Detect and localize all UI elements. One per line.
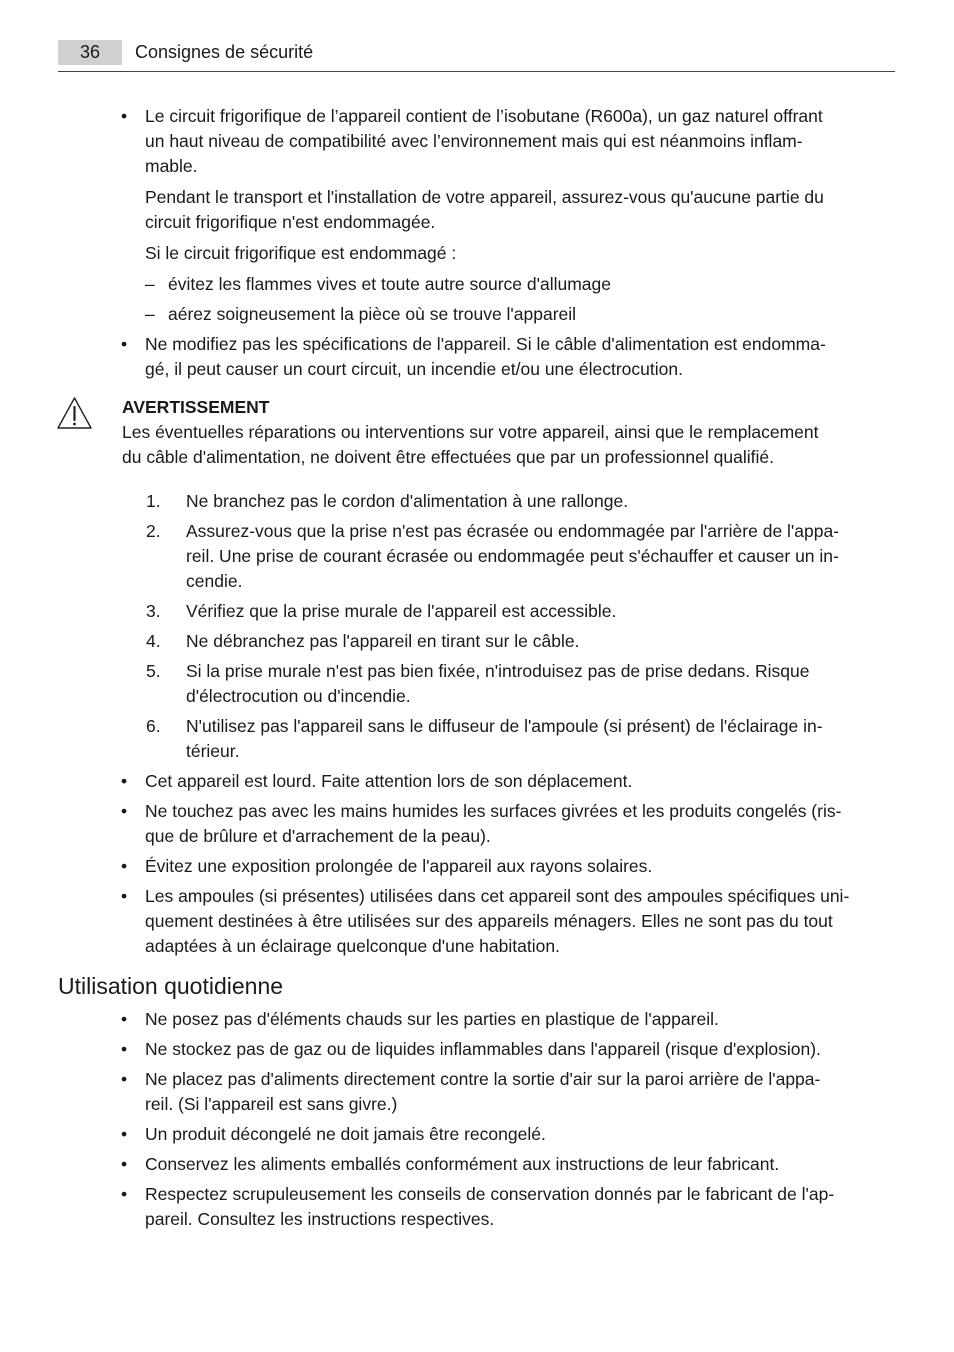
bullet-text-line: Ne touchez pas avec les mains humides les surfaces givrées et les produits congelés (ris- [145, 801, 842, 821]
numbered-text-line: cendie. [186, 571, 243, 591]
bullet-marker: • [121, 1069, 128, 1089]
numbered-text-line: Ne branchez pas le cordon d'alimentation à une rallonge. [186, 491, 629, 511]
bullet-text-line: Évitez une exposition prolongée de l'appareil aux rayons solaires. [145, 856, 653, 876]
bullet-text-line: Ne placez pas d'aliments directement contre la sortie d'air sur la paroi arrière de l'appa- [145, 1069, 821, 1089]
numbered-marker: 2. [146, 521, 161, 541]
bullet-marker: • [121, 856, 128, 876]
numbered-marker: 5. [146, 661, 161, 681]
section-heading-daily-use: Utilisation quotidienne [58, 973, 284, 999]
bullet-text-line: adaptées à un éclairage quelconque d'une habitation. [145, 936, 560, 956]
bullet-text-line: mable. [145, 156, 198, 176]
numbered-text-line: térieur. [186, 741, 240, 761]
dash-marker: – [145, 304, 155, 324]
paragraph-line: circuit frigorifique n'est endommagée. [145, 212, 436, 232]
warning-text-line: Les éventuelles réparations ou interventions sur votre appareil, ainsi que le remplacement [122, 422, 819, 442]
bullet-marker: • [121, 334, 128, 354]
numbered-text-line: N'utilisez pas l'appareil sans le diffuseur de l'ampoule (si présent) de l'éclairage in- [186, 716, 823, 736]
numbered-text-line: reil. Une prise de courant écrasée ou endommagée peut s'échauffer et causer un in- [186, 546, 839, 566]
numbered-text-line: Assurez-vous que la prise n'est pas écrasée ou endommagée par l'arrière de l'appa- [186, 521, 840, 541]
bullet-marker: • [121, 801, 128, 821]
bullet-text-line: pareil. Consultez les instructions respectives. [145, 1209, 495, 1229]
bullet-marker: • [121, 886, 128, 906]
dash-item-text: évitez les flammes vives et toute autre source d'allumage [168, 274, 611, 294]
numbered-marker: 4. [146, 631, 161, 651]
dash-item-text: aérez soigneusement la pièce où se trouve l'appareil [168, 304, 577, 324]
bullet-text-line: un haut niveau de compatibilité avec l’environnement mais qui est néanmoins inflam- [145, 131, 803, 151]
bullet-text-line: que de brûlure et d'arrachement de la peau). [145, 826, 491, 846]
warning-title: AVERTISSEMENT [122, 397, 270, 417]
numbered-marker: 6. [146, 716, 161, 736]
paragraph-line: Pendant le transport et l'installation de votre appareil, assurez-vous qu'aucune partie du [145, 187, 824, 207]
numbered-marker: 3. [146, 601, 161, 621]
warning-text-line: du câble d'alimentation, ne doivent être effectuées que par un professionnel qualifié. [122, 447, 774, 467]
numbered-text-line: Si la prise murale n'est pas bien fixée, n'introduisez pas de prise dedans. Risque [186, 661, 810, 681]
bullet-marker: • [121, 1184, 128, 1204]
bullet-marker: • [121, 1124, 128, 1144]
bullet-text-line: Les ampoules (si présentes) utilisées dans cet appareil sont des ampoules spécifiques uni- [145, 886, 850, 906]
bullet-marker: • [121, 106, 128, 126]
section-title: Consignes de sécurité [135, 42, 314, 62]
bullet-text-line: reil. (Si l'appareil est sans givre.) [145, 1094, 398, 1114]
bullet-text-line: quement destinées à être utilisées sur des appareils ménagers. Elles ne sont pas du tout [145, 911, 833, 931]
bullet-text-line: gé, il peut causer un court circuit, un incendie et/ou une électrocution. [145, 359, 683, 379]
numbered-text-line: d'électrocution ou d'incendie. [186, 686, 411, 706]
bullet-text-line: Ne posez pas d'éléments chauds sur les parties en plastique de l'appareil. [145, 1009, 719, 1029]
bullet-text-line: Respectez scrupuleusement les conseils de conservation donnés par le fabricant de l'ap- [145, 1184, 835, 1204]
bullet-text-line: Conservez les aliments emballés conformément aux instructions de leur fabricant. [145, 1154, 780, 1174]
bullet-text-line: Cet appareil est lourd. Faite attention lors de son déplacement. [145, 771, 633, 791]
page-header [58, 40, 895, 72]
bullet-marker: • [121, 1009, 128, 1029]
bullet-text-line: Le circuit frigorifique de l’appareil contient de l’isobutane (R600a), un gaz naturel offrant [145, 106, 823, 126]
bullet-marker: • [121, 1039, 128, 1059]
bullet-marker: • [121, 771, 128, 791]
bullet-text-line: Un produit décongelé ne doit jamais être recongelé. [145, 1124, 546, 1144]
numbered-text-line: Vérifiez que la prise murale de l'appareil est accessible. [186, 601, 617, 621]
numbered-marker: 1. [146, 491, 161, 511]
bullet-text-line: Ne modifiez pas les spécifications de l'appareil. Si le câble d'alimentation est endomma- [145, 334, 826, 354]
dash-marker: – [145, 274, 155, 294]
numbered-text-line: Ne débranchez pas l'appareil en tirant sur le câble. [186, 631, 580, 651]
paragraph-line: Si le circuit frigorifique est endommagé : [145, 243, 457, 263]
page-number: 36 [58, 40, 122, 65]
bullet-text-line: Ne stockez pas de gaz ou de liquides inflammables dans l'appareil (risque d'explosion). [145, 1039, 821, 1059]
warning-triangle-icon [56, 396, 93, 430]
bullet-marker: • [121, 1154, 128, 1174]
